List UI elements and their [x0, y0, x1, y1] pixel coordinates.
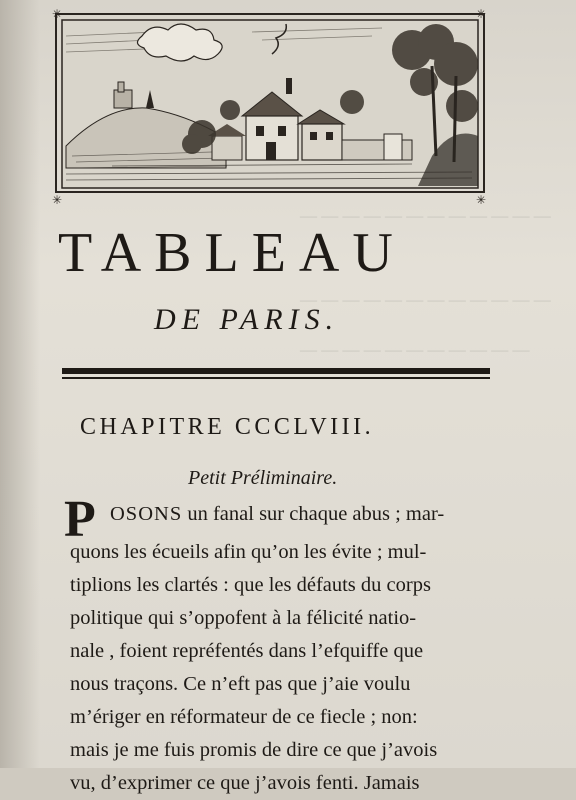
svg-text:✳: ✳ [476, 193, 487, 207]
svg-text:✳: ✳ [52, 7, 63, 21]
text-line: politique qui s’oppofent à la félicité natio- [70, 607, 417, 629]
text-line: tiplions les clartés : que les défauts du corps [70, 574, 431, 596]
text-line: nous traçons. Ce n’eft pas que j’aie voulu [70, 673, 411, 695]
book-title: TABLEAU [58, 222, 406, 284]
engraved-vignette-village-landscape [52, 6, 488, 207]
show-through-text: — — — — — — — — — — — — [300, 290, 551, 309]
show-through-text: — — — — — — — — — — — [300, 340, 530, 359]
svg-text:✳: ✳ [476, 7, 487, 21]
show-through-text: — — — — — — — — — — — — [300, 206, 551, 225]
first-line-rest: un fanal sur chaque abus ; mar- [182, 503, 445, 525]
first-text-line [110, 503, 444, 526]
text-line: nale , foient repréfentés dans l’efquiffe que [70, 640, 424, 662]
text-line: vu, d’exprimer ce que j’avois fenti. Jamais [70, 772, 420, 794]
drop-cap: P [64, 491, 96, 548]
first-word-small-caps: OSONS [110, 503, 183, 525]
chapter-heading: CHAPITRE CCCLVIII. [80, 414, 375, 440]
chapter-subheading: Petit Préliminaire. [188, 467, 338, 489]
text-line: mais je me fuis promis de dire ce que j’avois [70, 739, 438, 761]
book-subtitle: DE PARIS. [154, 303, 340, 336]
body-paragraph [70, 536, 490, 800]
double-rule-divider [62, 362, 490, 384]
text-line: quons les écueils afin qu’on les évite ; mul- [70, 541, 427, 563]
text-line: m’ériger en réformateur de ce fiecle ; non: [70, 706, 418, 728]
svg-text:✳: ✳ [52, 193, 63, 207]
